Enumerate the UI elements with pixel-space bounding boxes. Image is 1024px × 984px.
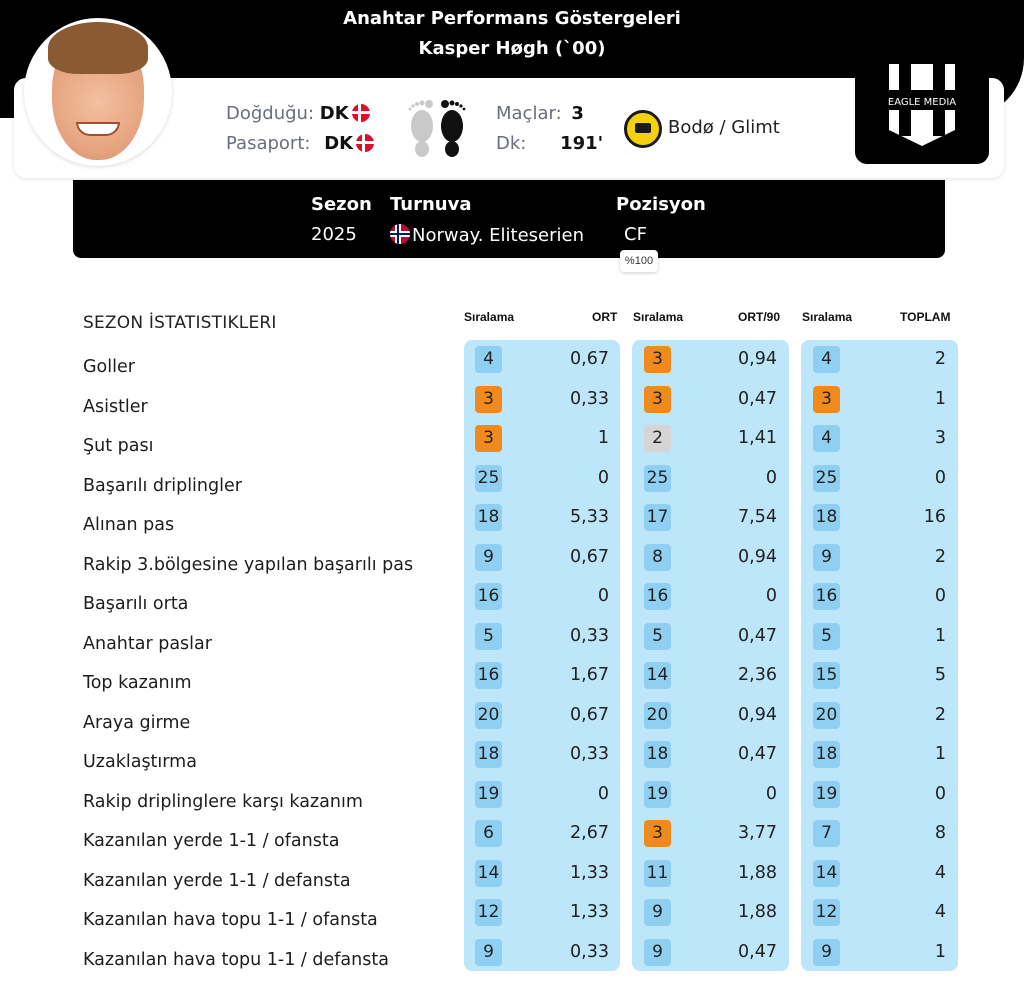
value-ort90: 0,47 xyxy=(738,941,777,962)
value-total: 0 xyxy=(934,467,946,488)
minutes-label: Dk: xyxy=(496,133,527,154)
value-total: 0 xyxy=(934,586,946,606)
rank-chip-ort: 18 xyxy=(475,741,502,768)
value-total: 4 xyxy=(934,862,946,883)
right-foot-icon xyxy=(441,100,465,157)
value-total: 5 xyxy=(934,665,946,685)
passport-row xyxy=(226,133,374,154)
rank-chip-ort90: 3 xyxy=(644,386,671,413)
club-name: Bodø / Glimt xyxy=(668,117,780,138)
season-bar xyxy=(73,180,945,258)
rank-chip-total: 20 xyxy=(813,702,840,729)
rank-chip-ort: 19 xyxy=(475,781,502,808)
passport-label: Pasaport: xyxy=(226,133,311,154)
stat-label: Rakip driplinglere karşı kazanım xyxy=(83,791,363,812)
value-ort: 0,33 xyxy=(570,941,609,962)
eagle-media-shield-icon xyxy=(855,58,989,164)
rank-chip-ort90: 19 xyxy=(644,781,671,808)
rank-chip-ort90: 18 xyxy=(644,741,671,768)
rank-chip-total: 15 xyxy=(813,662,840,689)
value-total: 2 xyxy=(934,349,946,369)
value-ort: 1 xyxy=(597,428,609,448)
value-ort90: 7,54 xyxy=(738,507,777,527)
value-ort90: 0 xyxy=(765,467,777,488)
value-ort: 0 xyxy=(597,467,609,488)
position-percent-badge: %100 xyxy=(620,250,658,272)
stat-label: Rakip 3.bölgesine yapılan başarılı pas xyxy=(83,554,414,575)
minutes-value: 191' xyxy=(560,133,604,154)
rank-chip-ort: 6 xyxy=(475,820,502,847)
value-ort: 0,67 xyxy=(570,704,609,725)
minutes-row xyxy=(496,133,603,154)
season-value: 2025 xyxy=(311,224,357,245)
stat-label: Kazanılan yerde 1-1 / defansta xyxy=(83,870,351,891)
value-ort: 1,33 xyxy=(570,902,609,922)
value-total: 16 xyxy=(923,507,946,527)
matches-row xyxy=(496,103,584,124)
rank-chip-total: 5 xyxy=(813,623,840,650)
rank-chip-total: 16 xyxy=(813,583,840,610)
rank-chip-ort: 9 xyxy=(475,939,502,966)
rank-chip-total: 19 xyxy=(813,781,840,808)
rank-chip-ort: 16 xyxy=(475,583,502,610)
section-title: SEZON İSTATISTIKLERI xyxy=(83,313,277,333)
rank-chip-ort: 9 xyxy=(475,544,502,571)
page-title: Anahtar Performans Göstergeleri xyxy=(343,8,681,29)
matches-value: 3 xyxy=(571,103,584,124)
rank-chip-total: 4 xyxy=(813,346,840,373)
value-ort: 0,67 xyxy=(570,349,609,369)
stat-label: Uzaklaştırma xyxy=(83,752,197,772)
value-ort90: 1,88 xyxy=(738,862,777,883)
club-logo-icon xyxy=(624,110,662,148)
value-ort: 1,67 xyxy=(570,665,609,685)
brand-logo xyxy=(855,58,989,164)
rank-chip-ort90: 25 xyxy=(644,465,671,492)
season-label: Sezon xyxy=(311,194,372,215)
rank-chip-ort: 18 xyxy=(475,504,502,531)
rank-chip-ort: 4 xyxy=(475,346,502,373)
value-ort: 0,33 xyxy=(570,744,609,764)
stat-label: Kazanılan hava topu 1-1 / ofansta xyxy=(83,910,378,930)
value-ort: 0 xyxy=(597,783,609,804)
value-ort: 2,67 xyxy=(570,823,609,843)
stat-label: Kazanılan hava topu 1-1 / defansta xyxy=(83,949,389,970)
born-row xyxy=(226,103,370,124)
rank-chip-ort90: 2 xyxy=(644,425,671,452)
value-total: 2 xyxy=(934,546,946,567)
value-ort90: 0,94 xyxy=(738,349,777,369)
value-ort90: 0,47 xyxy=(738,625,777,646)
value-ort90: 0,94 xyxy=(738,546,777,567)
rank-chip-ort: 14 xyxy=(475,860,502,887)
value-ort90: 0,94 xyxy=(738,704,777,725)
rank-chip-ort90: 17 xyxy=(644,504,671,531)
tournament-value-wrap xyxy=(390,224,584,246)
rank-chip-total: 12 xyxy=(813,899,840,926)
position-label: Pozisyon xyxy=(616,194,706,215)
rank-chip-ort90: 11 xyxy=(644,860,671,887)
matches-label: Maçlar: xyxy=(496,103,562,124)
stat-label: Başarılı orta xyxy=(83,594,189,614)
rank-chip-ort: 25 xyxy=(475,465,502,492)
norway-flag-icon xyxy=(390,224,410,244)
player-avatar xyxy=(24,18,172,166)
rank-chip-ort: 20 xyxy=(475,702,502,729)
value-ort90: 1,88 xyxy=(738,902,777,922)
rank-chip-total: 14 xyxy=(813,860,840,887)
rank-chip-ort90: 14 xyxy=(644,662,671,689)
tournament-value: Norway. Eliteserien xyxy=(412,225,585,246)
stat-label: Anahtar paslar xyxy=(83,633,212,654)
rank-chip-total: 4 xyxy=(813,425,840,452)
value-total: 1 xyxy=(934,941,946,962)
stat-label: Top kazanım xyxy=(83,673,192,693)
rank-chip-ort90: 8 xyxy=(644,544,671,571)
col-header-rank-2: Sıralama xyxy=(633,310,684,324)
stat-label: Asistler xyxy=(83,396,148,417)
value-ort90: 0 xyxy=(765,783,777,804)
rank-chip-ort90: 16 xyxy=(644,583,671,610)
value-total: 3 xyxy=(934,428,946,448)
value-ort: 0,67 xyxy=(570,546,609,567)
value-ort: 1,33 xyxy=(570,862,609,883)
born-value: DK xyxy=(319,103,349,124)
rank-chip-ort90: 9 xyxy=(644,899,671,926)
value-total: 8 xyxy=(934,823,946,843)
value-ort90: 1,41 xyxy=(738,428,777,448)
value-total: 4 xyxy=(934,902,946,922)
stat-label: Şut pası xyxy=(83,436,154,456)
value-ort90: 3,77 xyxy=(738,823,777,843)
rank-chip-ort90: 20 xyxy=(644,702,671,729)
value-ort90: 2,36 xyxy=(738,665,777,685)
stat-label: Araya girme xyxy=(83,712,191,733)
value-total: 1 xyxy=(934,625,946,646)
value-total: 0 xyxy=(934,783,946,804)
rank-chip-ort90: 3 xyxy=(644,346,671,373)
value-ort90: 0 xyxy=(765,586,777,606)
rank-chip-total: 18 xyxy=(813,741,840,768)
value-total: 2 xyxy=(934,704,946,725)
left-foot-icon xyxy=(409,100,433,157)
value-ort: 5,33 xyxy=(570,507,609,527)
value-total: 1 xyxy=(934,388,946,409)
stat-label: Başarılı driplingler xyxy=(83,475,242,496)
col-header-rank-3: Sıralama xyxy=(802,310,853,324)
born-label: Doğduğu: xyxy=(226,103,315,124)
rank-chip-ort90: 3 xyxy=(644,820,671,847)
stat-label: Kazanılan yerde 1-1 / ofansta xyxy=(83,831,340,851)
rank-chip-total: 25 xyxy=(813,465,840,492)
rank-chip-ort: 3 xyxy=(475,425,502,452)
position-value: CF xyxy=(624,224,647,245)
value-ort90: 0,47 xyxy=(738,744,777,764)
passport-value: DK xyxy=(324,133,354,154)
preferred-foot-icon xyxy=(404,96,470,158)
player-name: Kasper Høgh (`00) xyxy=(418,38,606,59)
rank-chip-ort: 3 xyxy=(475,386,502,413)
col-header-ort: ORT xyxy=(592,310,618,324)
value-ort: 0,33 xyxy=(570,388,609,409)
value-ort: 0,33 xyxy=(570,625,609,646)
value-total: 1 xyxy=(934,744,946,764)
rank-chip-ort: 12 xyxy=(475,899,502,926)
avatar-hair xyxy=(48,22,148,74)
rank-chip-total: 7 xyxy=(813,820,840,847)
tournament-label: Turnuva xyxy=(390,194,472,215)
rank-chip-total: 9 xyxy=(813,544,840,571)
col-header-total: TOPLAM xyxy=(900,310,951,324)
rank-chip-ort90: 9 xyxy=(644,939,671,966)
rank-chip-ort: 16 xyxy=(475,662,502,689)
denmark-flag-icon xyxy=(356,134,374,152)
rank-chip-total: 3 xyxy=(813,386,840,413)
value-ort: 0 xyxy=(597,586,609,606)
rank-chip-total: 9 xyxy=(813,939,840,966)
value-ort90: 0,47 xyxy=(738,388,777,409)
stat-label: Goller xyxy=(83,357,135,377)
col-header-ort90: ORT/90 xyxy=(738,310,781,324)
rank-chip-total: 18 xyxy=(813,504,840,531)
rank-chip-ort90: 5 xyxy=(644,623,671,650)
denmark-flag-icon xyxy=(352,104,370,122)
col-header-rank-1: Sıralama xyxy=(464,310,515,324)
rank-chip-ort: 5 xyxy=(475,623,502,650)
stat-label: Alınan pas xyxy=(83,515,175,535)
brand-text: EAGLE MEDIA xyxy=(887,97,957,108)
